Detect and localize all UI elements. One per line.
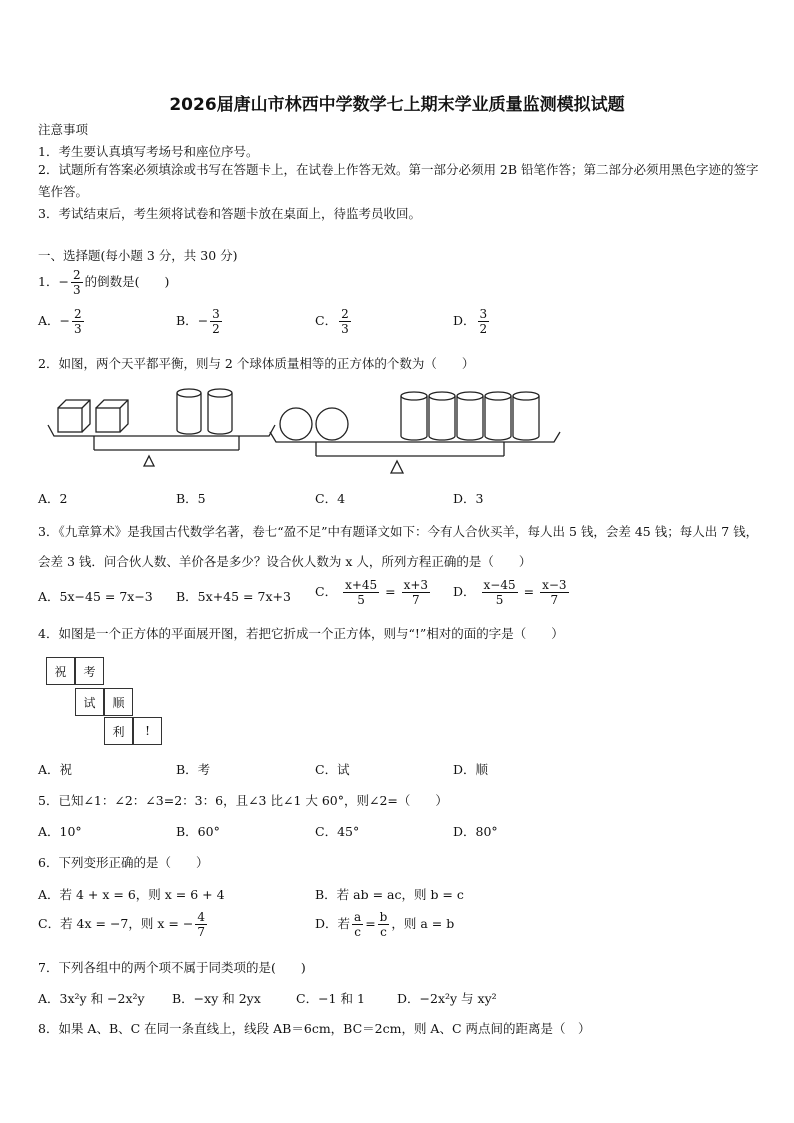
- q7-option-d[interactable]: D．−2x²y 与 xy²: [397, 991, 497, 1006]
- net-cell: !: [133, 717, 162, 745]
- q1-frac-den: 3: [72, 283, 81, 297]
- frac-num: 3: [479, 307, 488, 321]
- notice-item-1: 1．考生要认真填写考场号和座位序号。: [38, 144, 259, 159]
- q1-number: 1．: [38, 274, 59, 289]
- net-cell: 试: [75, 688, 104, 716]
- q7-option-b[interactable]: B．−xy 和 2yx: [172, 991, 261, 1006]
- cylinder-icon: [401, 392, 427, 440]
- ball-icon: [316, 408, 348, 440]
- question-3: 3．《九章算术》是我国古代数学名著，卷七“盈不足”中有题译文如下：今有人合伙买羊，每人出 5 钱，会差 45 钱；每人出 7 钱，会差 3 钱．问合伙人数、羊价各是多少？设合伙人数为 x 人，所列方程正确的是（ ）: [38, 524, 759, 569]
- equals-sign: =: [365, 916, 376, 931]
- option-label: B．: [176, 313, 198, 328]
- frac-den: 7: [550, 593, 559, 607]
- frac-num: 2: [74, 307, 82, 321]
- frac-num: 3: [212, 307, 220, 321]
- option-fraction: [482, 578, 518, 607]
- q7-option-c[interactable]: C．−1 和 1: [296, 991, 365, 1006]
- q4-option-a[interactable]: A．祝: [38, 762, 73, 777]
- frac-den: 5: [495, 593, 504, 607]
- q5-option-d[interactable]: D．80°: [453, 824, 498, 839]
- q2-option-d[interactable]: D．3: [453, 491, 484, 506]
- q2-option-c[interactable]: C．4: [315, 491, 346, 506]
- q6-option-b[interactable]: B．若 ab = ac，则 b = c: [315, 887, 464, 902]
- frac-den: 7: [197, 925, 205, 939]
- question-1: [38, 268, 169, 297]
- option-fraction: [378, 910, 390, 939]
- q3-option-a[interactable]: A．5x−45 = 7x−3: [38, 589, 153, 604]
- q5-option-c[interactable]: C．45°: [315, 824, 360, 839]
- frac-num: x+45: [345, 578, 378, 592]
- equals-sign: =: [385, 584, 396, 599]
- left-balance: [48, 389, 275, 466]
- q1-fraction: [71, 268, 83, 297]
- option-fraction: [540, 578, 568, 607]
- net-cell: 利: [104, 717, 133, 745]
- option-text: ，则 a = b: [391, 916, 455, 931]
- net-cell: 考: [75, 657, 104, 685]
- option-fraction: [72, 307, 84, 336]
- frac-num: x−45: [483, 578, 516, 592]
- option-sign: −: [59, 313, 71, 328]
- q1-stem: 的倒数是( ): [84, 274, 170, 289]
- option-sign: −: [197, 313, 209, 328]
- notice-heading: 注意事项: [38, 122, 89, 137]
- balance-figure: [44, 380, 564, 475]
- frac-den: 3: [341, 322, 349, 336]
- question-7: 7．下列各组中的两个项不属于同类项的是( ): [38, 960, 306, 975]
- cylinder-icon: [429, 392, 455, 440]
- frac-den: 5: [357, 593, 365, 607]
- option-fraction: [339, 307, 351, 336]
- frac-num: a: [354, 910, 362, 924]
- option-label: A．: [38, 313, 60, 328]
- q6-option-c[interactable]: [38, 910, 209, 939]
- option-label: D．: [453, 584, 476, 599]
- option-fraction: [343, 578, 379, 607]
- q1-option-d[interactable]: [453, 307, 491, 336]
- frac-den: c: [380, 925, 387, 939]
- cylinder-icon: [208, 389, 232, 434]
- cylinder-icon: [485, 392, 511, 440]
- frac-num: b: [379, 910, 388, 924]
- frac-num: 2: [341, 307, 349, 321]
- option-label: C．: [315, 584, 338, 599]
- q4-option-b[interactable]: B．考: [176, 762, 211, 777]
- ball-icon: [280, 408, 312, 440]
- option-text: C．若 4x = −7，则 x = −: [38, 916, 194, 931]
- option-fraction: [402, 578, 430, 607]
- option-fraction: [478, 307, 490, 336]
- right-balance: [270, 392, 560, 473]
- cylinder-icon: [457, 392, 483, 440]
- cube-icon: [96, 400, 128, 432]
- q1-option-a[interactable]: [38, 307, 86, 336]
- q3-option-b[interactable]: B．5x+45 = 7x+3: [176, 589, 291, 604]
- q2-option-b[interactable]: B．5: [176, 491, 206, 506]
- net-cell: 顺: [104, 688, 133, 716]
- q5-option-a[interactable]: A．10°: [38, 824, 82, 839]
- question-2: 2．如图，两个天平都平衡，则与 2 个球体质量相等的正方体的个数为（ ）: [38, 356, 475, 371]
- q7-option-a[interactable]: A．3x²y 和 −2x²y: [38, 991, 145, 1006]
- q6-option-a[interactable]: A．若 4 + x = 6，则 x = 6 + 4: [38, 887, 225, 902]
- q2-option-a[interactable]: A．2: [38, 491, 68, 506]
- frac-den: 2: [212, 322, 220, 336]
- equals-sign: =: [523, 584, 535, 599]
- q1-option-b[interactable]: [176, 307, 224, 336]
- frac-den: 2: [479, 322, 488, 336]
- q5-option-b[interactable]: B．60°: [176, 824, 220, 839]
- q4-option-c[interactable]: C．试: [315, 762, 350, 777]
- question-5: 5．已知∠1：∠2：∠3=2：3：6，且∠3 比∠1 大 60°，则∠2=（ ）: [38, 793, 448, 808]
- option-label: C．: [315, 313, 338, 328]
- option-fraction: [195, 910, 207, 939]
- q6-option-d[interactable]: [315, 910, 454, 939]
- frac-den: 7: [412, 593, 420, 607]
- q3-option-d[interactable]: [453, 578, 571, 607]
- frac-num: x+3: [403, 578, 429, 592]
- question-6: 6．下列变形正确的是（ ）: [38, 855, 209, 870]
- q4-option-d[interactable]: D．顺: [453, 762, 489, 777]
- cylinder-icon: [177, 389, 201, 434]
- notice-item-2: 2．试题所有答案必须填涂或书写在答题卡上，在试卷上作答无效。第一部分必须用 2B 铅笔作答；第二部分必须用黑色字迹的签字笔作答。: [38, 162, 759, 199]
- cube-icon: [58, 400, 90, 432]
- option-label: D．: [453, 313, 476, 328]
- option-fraction: [210, 307, 222, 336]
- q1-frac-num: 2: [72, 268, 81, 282]
- q3-option-c[interactable]: [315, 578, 432, 607]
- notice-item-3: 3．考试结束后，考生须将试卷和答题卡放在桌面上，待监考员收回。: [38, 206, 421, 221]
- q1-option-c[interactable]: [315, 307, 353, 336]
- section-heading: 一、选择题(每小题 3 分，共 30 分): [38, 248, 238, 263]
- frac-den: c: [354, 925, 361, 939]
- question-8: 8．如果 A、B、C 在同一条直线上，线段 AB＝6cm，BC＝2cm，则 A、C 两点间的距离是（ ）: [38, 1021, 591, 1036]
- q1-sign: −: [58, 274, 69, 289]
- frac-num: x−3: [542, 578, 567, 592]
- frac-num: 4: [197, 910, 205, 924]
- option-text: D．若: [315, 916, 351, 931]
- option-fraction: [352, 910, 363, 939]
- frac-den: 3: [74, 322, 82, 336]
- net-cell: 祝: [46, 657, 75, 685]
- exam-title: 2026届唐山市林西中学数学七上期末学业质量监测模拟试题: [169, 95, 625, 115]
- question-4: 4．如图是一个正方体的平面展开图，若把它折成一个正方体，则与“!”相对的面的字是（ ）: [38, 626, 564, 641]
- cylinder-icon: [513, 392, 539, 440]
